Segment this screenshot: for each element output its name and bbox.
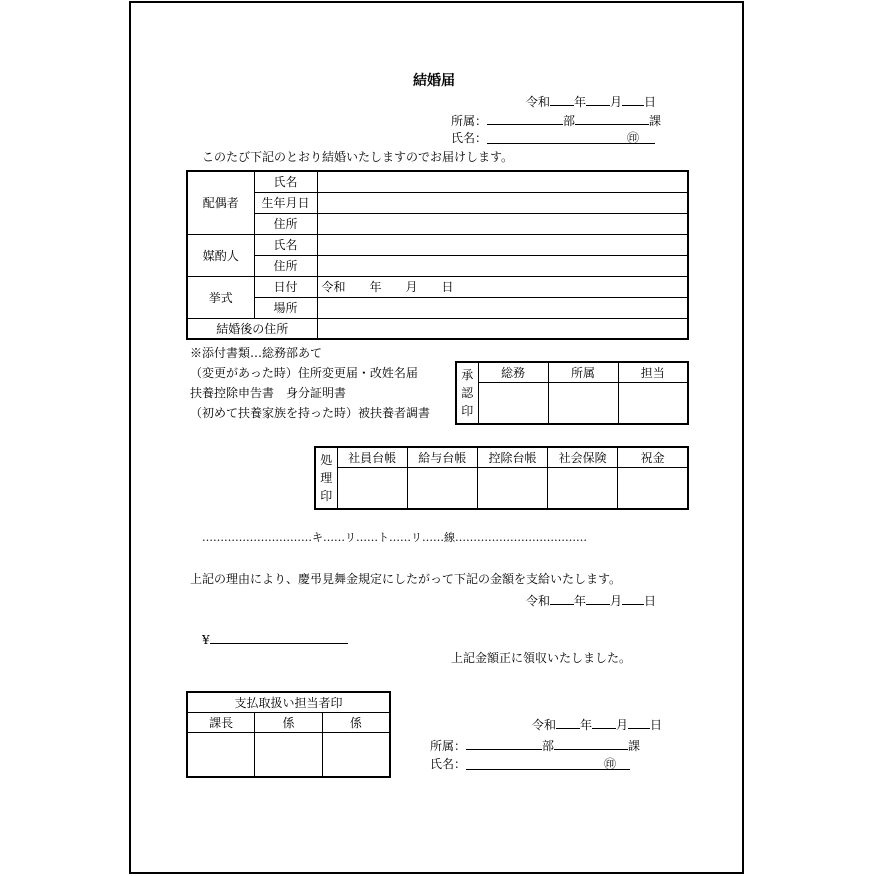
ceremony-date-label: 日付 (254, 276, 317, 297)
spouse-name-field[interactable] (317, 171, 688, 192)
processing-header-payroll-ledger: 給与台帳 (407, 447, 477, 467)
ceremony-date-field[interactable]: 令和 年 月 日 (317, 276, 688, 297)
processing-stamp-social-insurance[interactable] (548, 467, 618, 509)
receipt-affiliation (430, 738, 640, 752)
approval-char-1: 承 (461, 368, 474, 382)
approval-header-charge: 担当 (618, 362, 688, 382)
handler-stamp-table (186, 691, 391, 778)
approval-stamp-general[interactable] (478, 382, 548, 424)
payment-month-label: 月 (610, 594, 623, 608)
payment-day-blank[interactable] (622, 593, 644, 605)
receipt-year-label: 年 (580, 718, 593, 732)
matchmaker-label: 媒酌人 (187, 234, 254, 276)
year-label: 年 (574, 95, 587, 109)
payment-day-label: 日 (644, 594, 657, 608)
processing-stamp-employee-ledger[interactable] (337, 467, 407, 509)
approval-char-2: 認 (461, 386, 474, 400)
processing-header-deduction-ledger: 控除台帳 (477, 447, 547, 467)
payment-year-blank[interactable] (550, 593, 574, 605)
receipt-dept-label: 部 (542, 739, 555, 753)
receipt-era-label: 令和 (532, 718, 557, 732)
payment-date-line (526, 593, 656, 607)
matchmaker-address-label: 住所 (254, 255, 317, 276)
processing-stamp-deduction-ledger[interactable] (477, 467, 547, 509)
receipt-section-label: 課 (628, 739, 641, 753)
processing-char-1: 処 (320, 453, 333, 467)
amount-blank[interactable] (210, 632, 348, 644)
receipt-seal-icon: ㊞ (604, 757, 617, 771)
spouse-birthdate-label: 生年月日 (254, 192, 317, 213)
seal-icon: ㊞ (627, 131, 640, 145)
processing-stamp-gift[interactable] (618, 467, 688, 509)
processing-char-2: 理 (320, 471, 333, 485)
processing-char-3: 印 (320, 489, 333, 503)
matchmaker-name-label: 氏名 (254, 234, 317, 255)
handler-stamp-manager[interactable] (187, 733, 255, 777)
approval-stamp-department[interactable] (548, 382, 618, 424)
processing-header-gift: 祝金 (618, 447, 688, 467)
ceremony-place-label: 場所 (254, 297, 317, 318)
payment-era-label: 令和 (526, 594, 551, 608)
ceremony-label: 挙式 (187, 276, 254, 318)
month-label: 月 (610, 95, 623, 109)
receipt-date-line (532, 717, 662, 731)
handler-stamp-staff-2[interactable] (322, 733, 390, 777)
receipt-name-blank[interactable] (466, 758, 630, 770)
receipt-section-blank[interactable] (554, 738, 628, 750)
matchmaker-address-field[interactable] (317, 255, 688, 276)
approval-side-label (456, 362, 478, 424)
form-title: 結婚届 (413, 73, 455, 89)
era-label: 令和 (526, 95, 551, 109)
handler-stamp-staff-1[interactable] (255, 733, 323, 777)
payment-year-label: 年 (574, 594, 587, 608)
spouse-label: 配偶者 (187, 171, 254, 234)
receipt-dept-blank[interactable] (466, 738, 542, 750)
receipt-month-label: 月 (616, 718, 629, 732)
dept-blank[interactable] (487, 113, 563, 125)
spouse-address-field[interactable] (317, 213, 688, 234)
month-blank[interactable] (586, 94, 610, 106)
ceremony-place-field[interactable] (317, 297, 688, 318)
yen-symbol: ¥ (202, 633, 210, 647)
processing-stamp-table (314, 446, 689, 510)
handler-header-manager: 課長 (187, 712, 255, 732)
receipt-name-label: 氏名： (430, 757, 467, 771)
header-date-line (526, 94, 656, 108)
cut-line: …………………………キ……リ……ト……リ……線……………………………… (202, 531, 587, 544)
attachments-line3: （初めて扶養家族を持った時）被扶養者調書 (190, 406, 431, 420)
name-blank[interactable] (487, 132, 655, 144)
name-label: 氏名： (451, 131, 488, 145)
spouse-name-label: 氏名 (254, 171, 317, 192)
year-blank[interactable] (550, 94, 574, 106)
attachments-line2: 扶養控除申告書 身分証明書 (190, 386, 347, 400)
processing-side-label (315, 447, 337, 509)
header-affiliation (451, 113, 661, 127)
receipt-affiliation-label: 所属： (430, 739, 467, 753)
matchmaker-name-field[interactable] (317, 234, 688, 255)
receipt-year-blank[interactable] (556, 717, 580, 729)
new-address-field[interactable] (317, 318, 688, 339)
section-label: 課 (649, 114, 662, 128)
new-address-label: 結婚後の住所 (187, 318, 317, 339)
receipt-statement: 上記金額正に領収いたしました。 (451, 651, 632, 665)
affiliation-label: 所属： (451, 114, 488, 128)
receipt-month-blank[interactable] (592, 717, 616, 729)
day-blank[interactable] (622, 94, 644, 106)
payment-statement: 上記の理由により、慶弔見舞金規定にしたがって下記の金額を支給いたします。 (190, 572, 622, 586)
spouse-birthdate-field[interactable] (317, 192, 688, 213)
marriage-form-table (186, 170, 689, 340)
spouse-address-label: 住所 (254, 213, 317, 234)
receipt-day-blank[interactable] (628, 717, 650, 729)
processing-header-employee-ledger: 社員台帳 (337, 447, 407, 467)
approval-stamp-table (455, 361, 689, 425)
section-blank[interactable] (575, 113, 649, 125)
payment-month-blank[interactable] (586, 593, 610, 605)
attachments-heading: ※添付書類…総務部あて (190, 346, 323, 360)
attachments-line1: （変更があった時）住所変更届・改姓名届 (190, 366, 418, 380)
dept-label: 部 (563, 114, 576, 128)
processing-stamp-payroll-ledger[interactable] (407, 467, 477, 509)
receipt-name (430, 758, 630, 770)
processing-header-social-insurance: 社会保険 (548, 447, 618, 467)
day-label: 日 (644, 95, 657, 109)
handler-title: 支払取扱い担当者印 (187, 692, 390, 712)
receipt-day-label: 日 (650, 718, 663, 732)
yen-amount-line (202, 632, 348, 646)
intro-text: このたび下記のとおり結婚いたしますのでお届けします。 (202, 150, 514, 164)
approval-header-department: 所属 (548, 362, 618, 382)
handler-header-staff-2: 係 (322, 712, 390, 732)
approval-header-general: 総務 (478, 362, 548, 382)
handler-header-staff-1: 係 (255, 712, 323, 732)
approval-char-3: 印 (461, 404, 474, 418)
approval-stamp-charge[interactable] (618, 382, 688, 424)
header-name (451, 132, 655, 144)
